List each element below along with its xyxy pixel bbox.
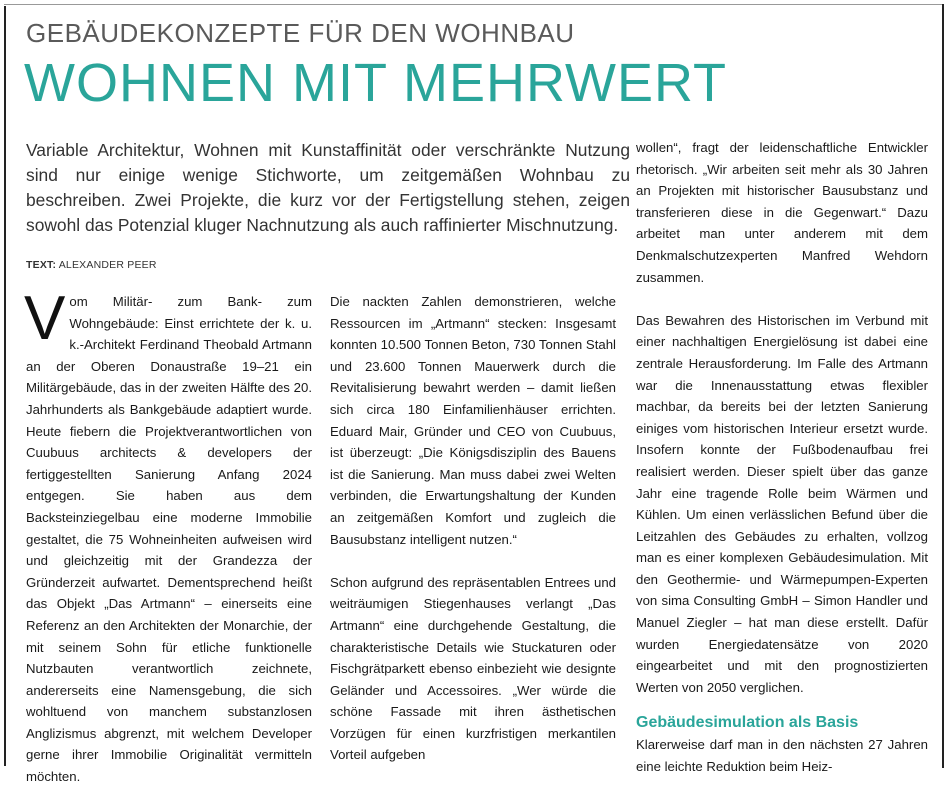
paragraph-spacer <box>636 698 928 712</box>
byline-label: TEXT: <box>26 259 57 271</box>
column-3-paragraph-3: Klarerweise darf man in den nächsten 27 Jahren eine leichte Reduktion beim Heiz- <box>636 737 928 775</box>
column-2-paragraph-2: Schon aufgrund des repräsentablen Entrees und weiträumigen Stiegenhauses verlangt „Das Artmann“ eine durchgehende Gestaltung, die charakteristische Details wie Stuckaturen oder Fischgrätparkett ebenso einbezieht wie designte Geländer und Accessoires. „Wer würde die schöne Fassade mit ihren ästhetischen Vorzügen für einen kurzfristigen merkantilen Vorteil aufgeben <box>330 574 616 763</box>
text-column-3 <box>636 137 928 778</box>
byline <box>26 259 157 271</box>
article-title: WOHNEN MIT MEHRWERT <box>24 53 727 113</box>
page-top-edge <box>4 4 944 5</box>
article-kicker: GEBÄUDEKONZEPTE FÜR DEN WOHNBAU <box>26 18 575 48</box>
text-column-2 <box>330 291 616 766</box>
paragraph-spacer <box>330 550 616 572</box>
column-1-paragraph-1: om Militär- zum Bank- zum Wohngebäude: Einst errichtete der k. u. k.-Architekt Ferdinand Theobald Artmann an der Oberen Donaustraße 19–21 ein Militärgebäude, das in der zweiten Hälfte des 20. Jahrhunderts als Bankgebäude adaptiert wurde. Heute fiebern die Projektverantwortlichen von Cuubuus architects & developers der fertiggestellten Sanierung Anfang 2024 entgegen. Sie haben aus dem Backsteinziegelbau eine moderne Immobilie gestaltet, die 75 Wohneinheiten aufweisen wird und gleichzeitig mit der Grandezza der Gründerzeit aufwartet. Dementsprechend heißt das Objekt „Das Artmann“ – einerseits eine Referenz an den Architekten der Monarchie, der mit seinem Sohn für etliche funktionelle Nutzbauten verantwortlich zeichnete, andererseits eine Namensgebung, die sich wohltuend von manchem substanzlosen Anglizismus abgrenzt, mit welchem Developer gerne ihrer Immobilie Originalität vermitteln möchten. <box>26 294 312 785</box>
section-subheading: Gebäudesimulation als Basis <box>636 714 859 732</box>
page-right-border <box>942 4 944 768</box>
column-3-paragraph-2: Das Bewahren des Historischen im Verbund mit einer nachhaltigen Energielösung ist dabei eine zentrale Herausforderung. Im Falle des Artmann war die Innenausstattung etwas flexibler machbar, da bereits bei der letzten Sanierung einiges vom historischen Interieur ersetzt wurde. Insofern konnte der Fußbodenaufbau frei realisiert werden. Dieser spielt über das ganze Jahr eine tragende Rolle beim Wärmen und Kühlen. Um einen verlässlichen Befund über die Leitzahlen des Gebäudes zu erhalten, vollzog man es einer komplexen Gebäudesimulation. Mit den Geothermie- und Wärmepumpen-Experten von sima Consulting GmbH – Simon Handler und Manuel Ziegler – hat man diese erstellt. Dafür wurden Energiedatensätze von 2020 eingearbeitet und mit den prognostizierten Werten von 2050 verglichen. <box>636 312 928 695</box>
byline-author: ALEXANDER PEER <box>58 259 157 271</box>
paragraph-spacer <box>636 288 928 310</box>
drop-cap: V <box>24 284 66 353</box>
text-column-1 <box>24 284 312 788</box>
column-3-paragraph-1: wollen“, fragt der leidenschaftliche Entwickler rhetorisch. „Wir arbeiten seit mehr als 30 Jahren an Projekten mit historischer Bausubstanz und transferieren diese in die Gegenwart.“ Dazu arbeitet man unter anderem mit dem Denkmalschutzexperten Manfred Wehdorn zusammen. <box>636 140 928 285</box>
column-2-paragraph-1: Die nackten Zahlen demonstrieren, welche Ressourcen im „Artmann“ stecken: Insgesamt konnten 10.500 Tonnen Beton, 730 Tonnen Stahl und 23.600 Tonnen Mauerwerk durch die Revitalisierung bewahrt werden – damit ließen sich circa 180 Einfamilienhäuser errichten. Eduard Mair, Gründer und CEO von Cuubuus, ist überzeugt: „Die Königsdisziplin des Bauens ist die Sanierung. Man muss dabei zwei Welten verbinden, die Erwartungshaltung der Kunden an zeitgemäßen Komfort und zugleich die Bausubstanz intelligent nutzen.“ <box>330 294 616 547</box>
page-left-border <box>4 6 6 766</box>
article-lead: Variable Architektur, Wohnen mit Kunstaffinität oder verschränkte Nutzung sind nur einige wenige Stichworte, um zeitgemäßen Wohnbau zu beschreiben. Zwei Projekte, die kurz vor der Fertigstellung stehen, zeigen sowohl das Potenzial kluger Nachnutzung als auch raffinierter Mischnutzung. <box>26 140 630 235</box>
